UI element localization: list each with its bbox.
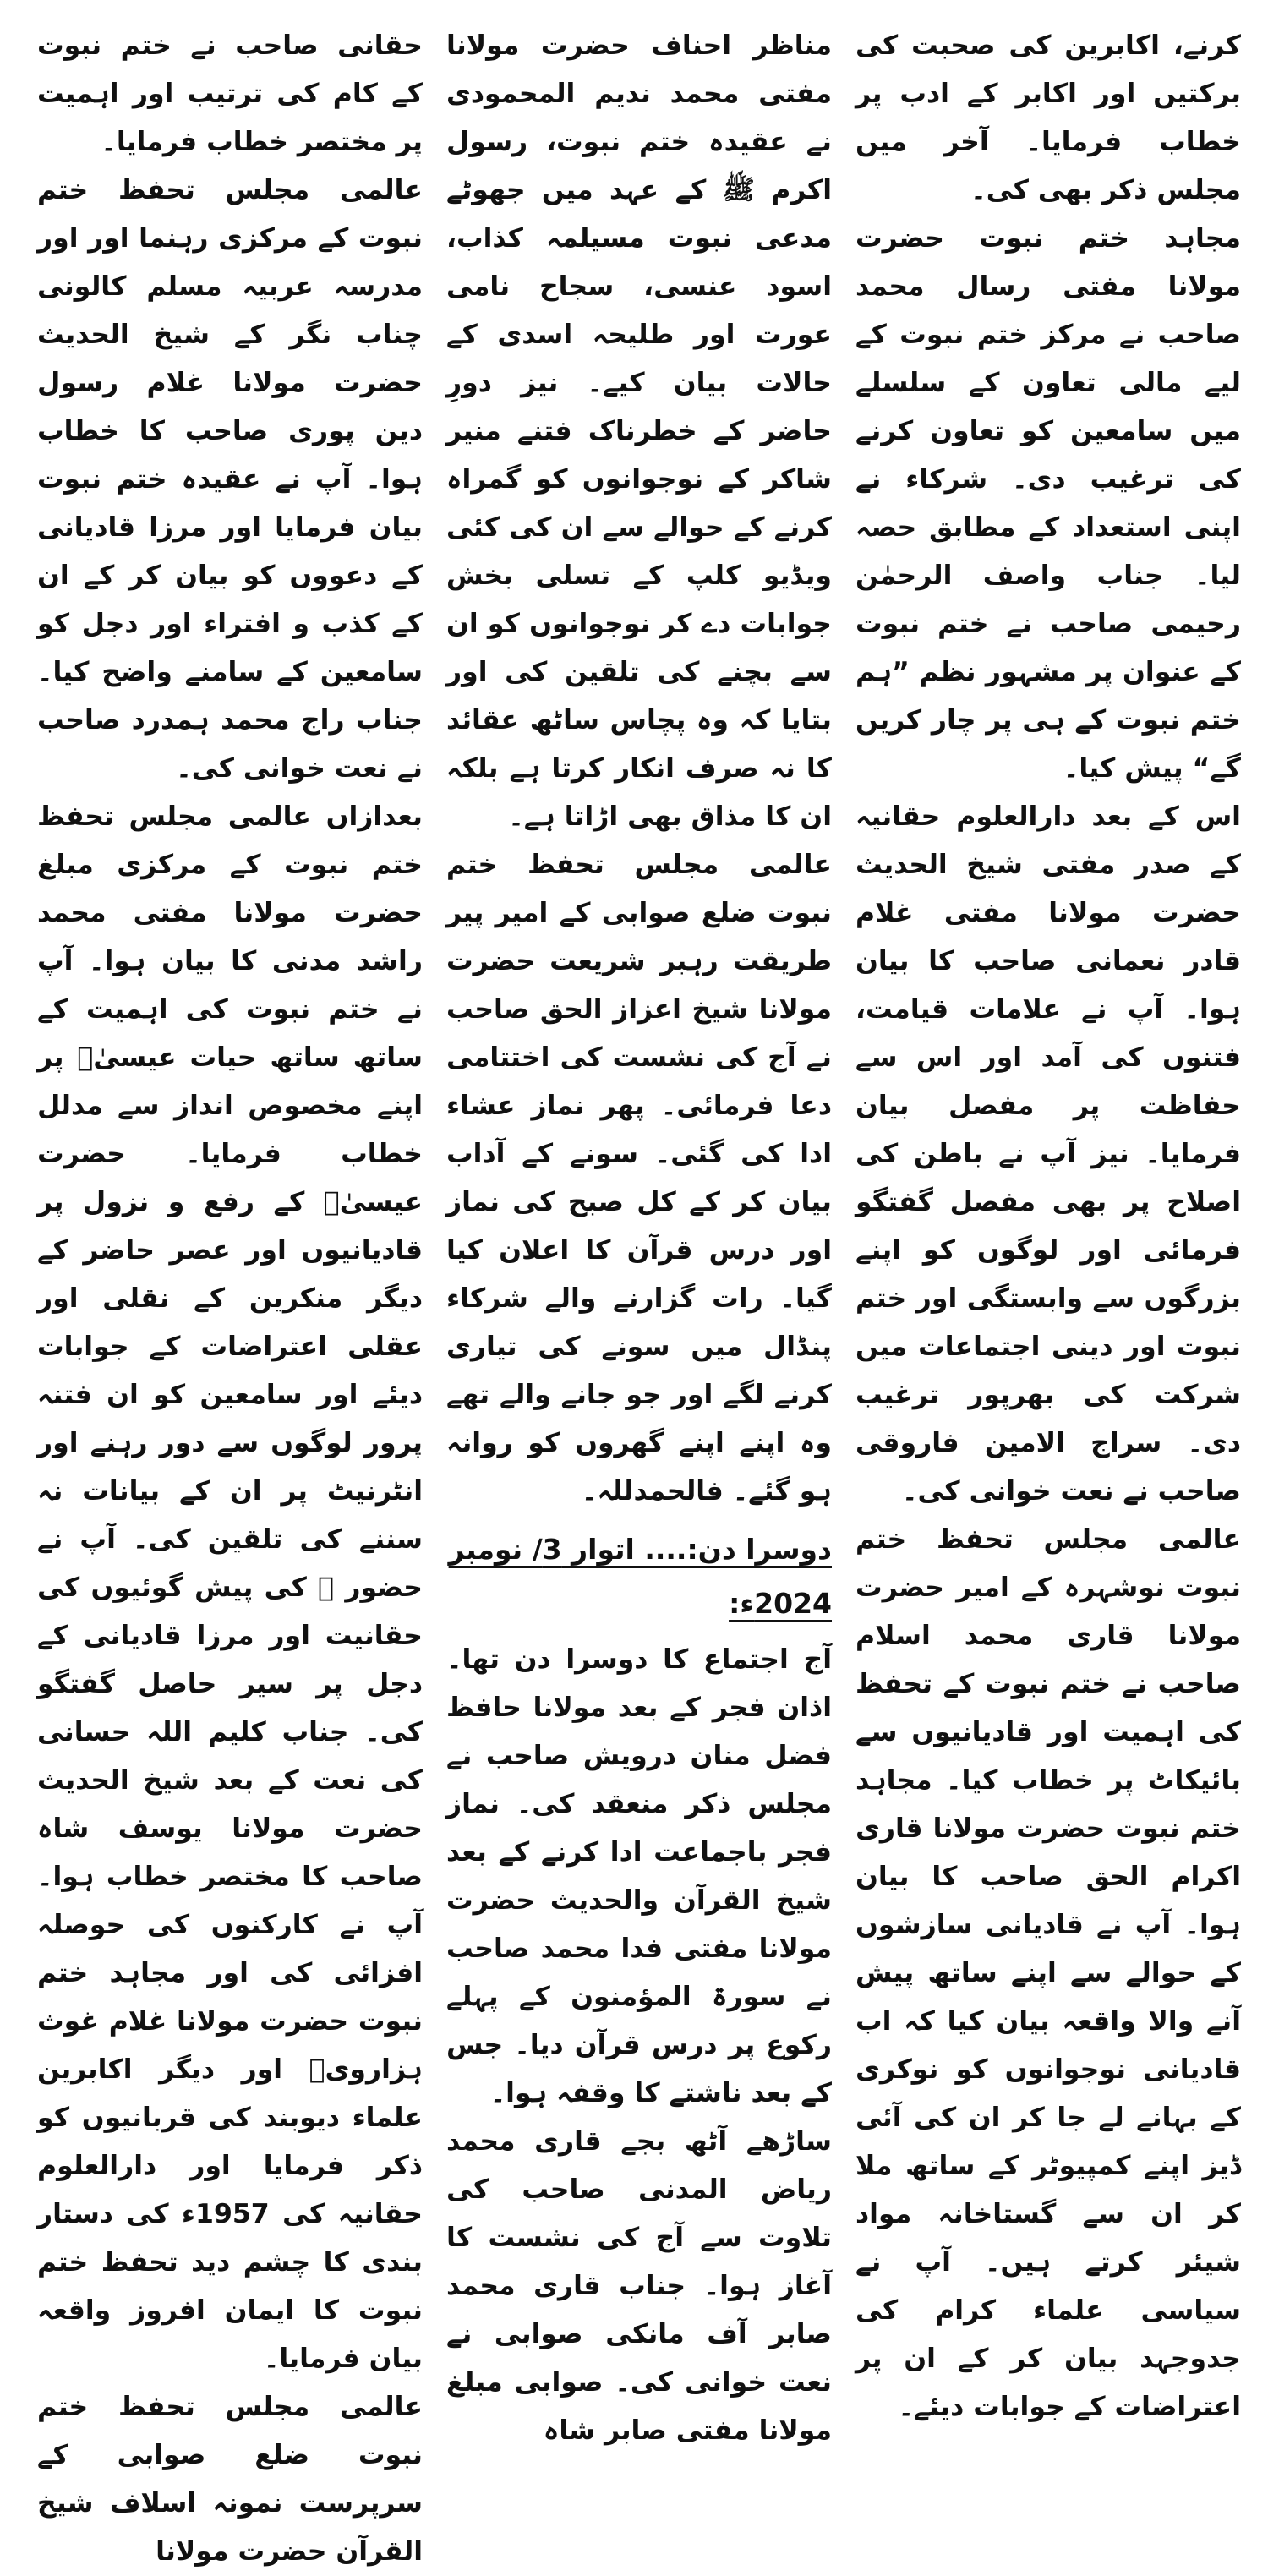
- column-left: [25, 22, 435, 2567]
- paragraph: عالمی مجلس تحفظ ختم نبوت کے مرکزی رہنما اور اور مدرسہ عربیہ مسلم کالونی چناب نگر کے شیخ الحدیث حضرت مولانا غلام رسول دین پوری صاحب کا خطاب ہوا۔ آپ نے عقیدہ ختم نبوت بیان فرمایا اور مرزا قادیانی کے دعووں کو بیان کر کے ان کے کذب و افتراء اور دجل کو سامعین کے سامنے واضح کیا۔ جناب راج محمد ہمدرد صاحب نے نعت خوانی کی۔: [37, 175, 423, 784]
- paragraph: حقانی صاحب نے ختم نبوت کے کام کی ترتیب اور اہمیت پر مختصر خطاب فرمایا۔: [37, 30, 423, 157]
- paragraph: کرنے، اکابرین کی صحبت کی برکتیں اور اکابر کے ادب پر خطاب فرمایا۔ آخر میں مجلس ذکر بھی کی۔: [855, 30, 1241, 205]
- paragraph: بعدازاں عالمی مجلس تحفظ ختم نبوت کے مرکزی مبلغ حضرت مولانا مفتی محمد راشد مدنی کا بیان ہوا۔ آپ نے ختم نبوت کی اہمیت کے ساتھ ساتھ حیات عیسیٰؑ پر اپنے مخصوص انداز سے مدلل خطاب فرمایا۔ حضرت عیسیٰؑ کے رفع و نزول پر قادیانیوں اور عصر حاضر کے دیگر منکرین کے نقلی اور عقلی اعتراضات کے جوابات دیئے اور سامعین کو ان فتنہ پرور لوگوں سے دور رہنے اور انٹرنیٹ پر ان کے بیانات نہ سننے کی تلقین کی۔ آپ نے حضور ﷺ کی پیش گوئیوں کی حقانیت اور مرزا قادیانی کے دجل پر سیر حاصل گفتگو کی۔ جناب کلیم اللہ حسانی کی نعت کے بعد شیخ الحدیث حضرت مولانا یوسف شاہ صاحب کا مختصر خطاب ہوا۔ آپ نے کارکنوں کی حوصلہ افزائی کی اور مجاہد ختم نبوت حضرت مولانا غلام غوث ہزارویؒ اور دیگر اکابرین علماء دیوبند کی قربانیوں کو ذکر فرمایا اور دارالعلوم حقانیہ کی 1957ء کی دستار بندی کا چشم دید تحفظ ختم نبوت کا ایمان افروز واقعہ بیان فرمایا۔: [37, 801, 424, 2374]
- paragraph: مناظر احناف حضرت مولانا مفتی محمد ندیم المحمودی نے عقیدہ ختم نبوت، رسول اکرم ﷺ کے عہد میں جھوٹے مدعی نبوت مسیلمہ کذاب، اسود عنسی، سجاح نامی عورت اور طلیحہ اسدی کے حالات بیان کیے۔ نیز دورِ حاضر کے خطرناک فتنے منیر شاکر کے نوجوانوں کو گمراہ کرنے کے حوالے سے ان کی کئی ویڈیو کلپ کے تسلی بخش جوابات دے کر نوجوانوں کو ان سے بچنے کی تلقین کی اور بتایا کہ وہ پچاس ساٹھ عقائد کا نہ صرف انکار کرتا ہے بلکہ ان کا مذاق بھی اڑاتا ہے۔: [446, 30, 832, 832]
- column-middle: [435, 22, 844, 2446]
- paragraph: آج اجتماع کا دوسرا دن تھا۔ اذان فجر کے بعد مولانا حافظ فضل منان درویش صاحب نے مجلس ذکر منعقد کی۔ نماز فجر باجماعت ادا کرنے کے بعد شیخ القرآن والحدیث حضرت مولانا مفتی فدا محمد صاحب نے سورۃ المؤمنون کے پہلے رکوع پر درس قرآن دیا۔ جس کے بعد ناشتے کا وقفہ ہوا۔: [446, 1644, 832, 2108]
- paragraph: عالمی مجلس تحفظ ختم نبوت ضلع صوابی کے امیر پیر طریقت رہبر شریعت حضرت مولانا شیخ اعزاز الحق صاحب نے آج کی نشست کی اختتامی دعا فرمائی۔ پھر نماز عشاء ادا کی گئی۔ سونے کے آداب بیان کر کے کل صبح کی نماز اور درس قرآن کا اعلان کیا گیا۔ رات گزارنے والے شرکاء پنڈال میں سونے کی تیاری کرنے لگے اور جو جانے والے تھے وہ اپنے اپنے گھروں کو روانہ ہو گئے۔ فالحمدللہ۔: [446, 850, 832, 1507]
- paragraph: اس کے بعد دارالعلوم حقانیہ کے صدر مفتی شیخ الحدیث حضرت مولانا مفتی غلام قادر نعمانی صاحب کا بیان ہوا۔ آپ نے علامات قیامت، فتنوں کی آمد اور اس سے حفاظت پر مفصل بیان فرمایا۔ نیز آپ نے باطن کی اصلاح پر بھی مفصل گفتگو فرمائی اور لوگوں کو اپنے بزرگوں سے وابستگی اور ختم نبوت اور دینی اجتماعات میں شرکت کی بھرپور ترغیب دی۔ سراج الامین فاروقی صاحب نے نعت خوانی کی۔: [855, 801, 1241, 1507]
- section-heading: دوسرا دن:.... اتوار 3/ نومبر 2024ء:: [448, 1533, 832, 1620]
- paragraph: عالمی مجلس تحفظ ختم نبوت ضلع صوابی کے سرپرست نمونہ اسلاف شیخ القرآن حضرت مولانا: [37, 2392, 423, 2567]
- paragraph: ساڑھے آٹھ بجے قاری محمد ریاض المدنی صاحب کی تلاوت سے آج کی نشست کا آغاز ہوا۔ جناب قاری محمد صابر آف مانکی صوابی نے نعت خوانی کی۔ صوابی مبلغ مولانا مفتی صابر شاہ: [446, 2126, 832, 2446]
- paragraph: مجاہد ختم نبوت حضرت مولانا مفتی رسال محمد صاحب نے مرکز ختم نبوت کے لیے مالی تعاون کے سلسلے میں سامعین کو تعاون کرنے کی ترغیب دی۔ شرکاء نے اپنی استعداد کے مطابق حصہ لیا۔ جناب واصف الرحمٰن رحیمی صاحب نے ختم نبوت کے عنوان پر مشہور نظم ”ہم ختم نبوت کے ہی پر چار کریں گے“ پیش کیا۔: [855, 223, 1241, 784]
- paragraph: عالمی مجلس تحفظ ختم نبوت نوشہرہ کے امیر حضرت مولانا قاری محمد اسلام صاحب نے ختم نبوت کے تحفظ کی اہمیت اور قادیانیوں سے بائیکاٹ پر خطاب کیا۔ مجاہد ختم نبوت حضرت مولانا قاری اکرام الحق صاحب کا بیان ہوا۔ آپ نے قادیانی سازشوں کے حوالے سے اپنے ساتھ پیش آنے والا واقعہ بیان کیا کہ اب قادیانی نوجوانوں کو نوکری کے بہانے لے جا کر ان کی آئی ڈیز اپنے کمپیوٹر کے ساتھ ملا کر ان سے گستاخانہ مواد شیئر کرتے ہیں۔ آپ نے سیاسی علماء کرام کی جدوجہد بیان کر کے ان پر اعتراضات کے جوابات دیئے۔: [855, 1524, 1241, 2422]
- column-right: [844, 22, 1253, 2422]
